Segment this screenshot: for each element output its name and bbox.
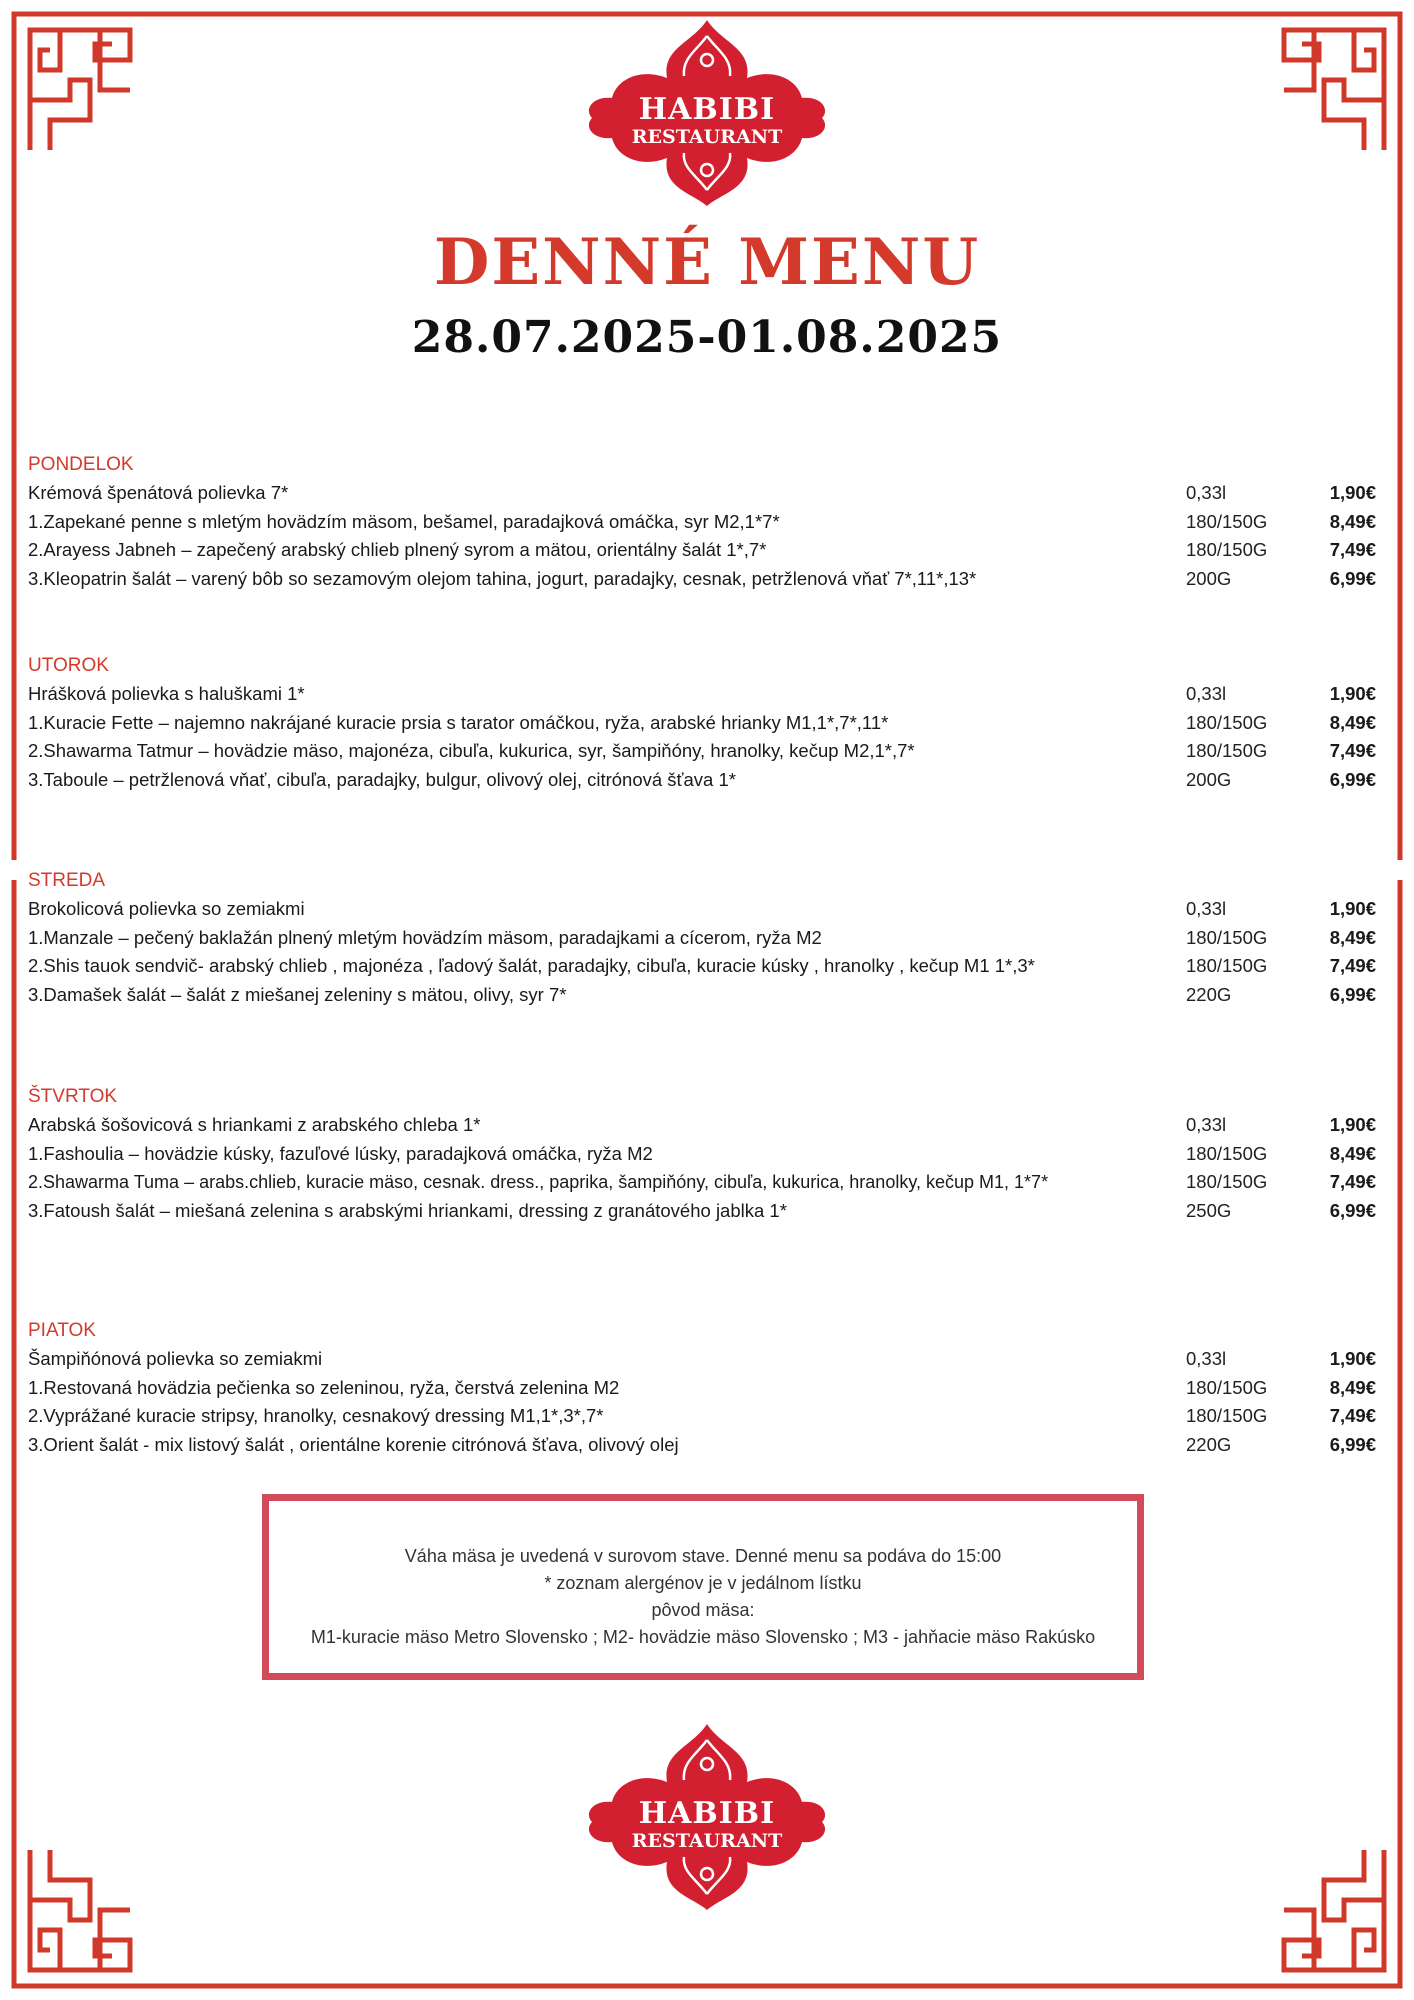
item-name: 3.Fatoush šalát – miešaná zelenina s arabskými hriankami, dressing z granátového jablka 1* [28, 1199, 787, 1221]
menu-item [28, 737, 1388, 766]
item-name: 1.Kuracie Fette – najemno nakrájané kuracie prsia s tarator omáčkou, ryža, arabské hrianky M1,1*,7*,11* [28, 711, 889, 733]
menu-item [28, 479, 1388, 508]
item-quantity: 250G [1186, 1199, 1232, 1221]
corner-ornament-bottom-right [1264, 1820, 1400, 1986]
menu-item [28, 536, 1388, 565]
item-quantity: 220G [1186, 1433, 1232, 1455]
item-price: 6,99€ [1329, 567, 1376, 589]
item-quantity: 180/150G [1186, 955, 1268, 976]
item-price: 7,49€ [1329, 1171, 1376, 1192]
item-price: 7,49€ [1329, 1405, 1376, 1426]
item-name: 2.Arayess Jabneh – zapečený arabský chlieb plnený syrom a mätou, orientálny šalát 1*,7* [28, 539, 767, 560]
menu-item [28, 680, 1388, 709]
item-price: 7,49€ [1329, 740, 1376, 761]
item-name: Hrášková polievka s haluškami 1* [28, 683, 305, 704]
day-heading: PIATOK [28, 1320, 96, 1341]
item-quantity: 0,33l [1186, 1114, 1227, 1135]
item-quantity: 180/150G [1186, 926, 1268, 948]
item-price: 1,90€ [1329, 1114, 1376, 1135]
item-quantity: 180/150G [1186, 1142, 1268, 1164]
item-name: 2.Shawarma Tuma – arabs.chlieb, kuracie mäso, cesnak. dress., paprika, šampiňóny, cibuľa, kukurica, hranolky, kečup M1, 1*7* [28, 1172, 1049, 1192]
item-price: 6,99€ [1329, 768, 1376, 790]
day-heading: ŠTVRTOK [28, 1086, 118, 1107]
logo-brand-subtitle: RESTAURANT [631, 1830, 783, 1852]
logo-brand-name: HABIBI [638, 1796, 776, 1831]
menu-item [28, 508, 1388, 537]
item-name: 2.Shis tauok sendvič- arabský chlieb , majonéza , ľadový šalát, paradajky, cibuľa, kuracie kúsky , hranolky , kečup M1 1*,3* [28, 955, 1035, 976]
item-price: 6,99€ [1329, 983, 1376, 1005]
item-quantity: 180/150G [1186, 1376, 1268, 1398]
day-section-friday [28, 1320, 1388, 1459]
corner-ornament-bottom-left [14, 1820, 150, 1986]
item-quantity: 180/150G [1186, 711, 1268, 733]
menu-item [28, 981, 1388, 1010]
item-name: 2.Shawarma Tatmur – hovädzie mäso, majonéza, cibuľa, kukurica, syr, šampiňóny, hranolky, kečup M2,1*,7* [28, 740, 915, 761]
menu-item [28, 1374, 1388, 1403]
item-price: 6,99€ [1329, 1433, 1376, 1455]
item-name: 1.Fashoulia – hovädzie kúsky, fazuľové lúsky, paradajková omáčka, ryža M2 [28, 1142, 653, 1164]
item-name: Arabská šošovicová s hriankami z arabského chleba 1* [28, 1114, 481, 1135]
menu-item [28, 565, 1388, 594]
item-quantity: 0,33l [1186, 482, 1227, 503]
item-quantity: 0,33l [1186, 683, 1227, 704]
day-section-thursday [28, 1086, 1388, 1225]
day-section-monday [28, 454, 1388, 593]
item-quantity: 0,33l [1186, 898, 1227, 919]
item-name: 3.Orient šalát - mix listový šalát , orientálne korenie citrónová šťava, olivový olej [28, 1433, 679, 1455]
page-title: DENNÉ MENU [433, 225, 981, 300]
day-heading: PONDELOK [28, 454, 134, 475]
item-price: 8,49€ [1329, 926, 1376, 948]
item-quantity: 180/150G [1186, 740, 1268, 761]
item-price: 1,90€ [1329, 683, 1376, 704]
info-note-text [269, 1543, 1137, 1651]
item-name: 1.Manzale – pečený baklažán plnený mletým hovädzím mäsom, paradajkami a cícerom, ryža M2 [28, 926, 822, 948]
note-line: Váha mäsa je uvedená v surovom stave. Denné menu sa podáva do 15:00 [404, 1546, 1002, 1566]
item-quantity: 200G [1186, 567, 1232, 589]
menu-item [28, 895, 1388, 924]
item-name: 3.Kleopatrin šalát – varený bôb so sezamovým olejom tahina, jogurt, paradajky, cesnak, petržlenová vňať 7*,11*,13* [28, 567, 977, 589]
item-price: 1,90€ [1329, 1348, 1376, 1369]
corner-ornament-top-right [1264, 14, 1400, 180]
menu-item [28, 924, 1388, 953]
note-line: M1-kuracie mäso Metro Slovensko ; M2- hovädzie mäso Slovensko ; M3 - jahňacie mäso Rakúsko [310, 1627, 1096, 1647]
restaurant-logo-top [582, 18, 832, 208]
item-price: 8,49€ [1329, 1142, 1376, 1164]
item-name: Krémová špenátová polievka 7* [28, 482, 289, 503]
item-price: 6,99€ [1329, 1199, 1376, 1221]
item-price: 8,49€ [1329, 510, 1376, 532]
note-line: * zoznam alergénov je v jedálnom lístku [544, 1573, 862, 1593]
day-heading: UTOROK [28, 655, 109, 676]
menu-item [28, 1431, 1388, 1460]
item-price: 7,49€ [1329, 955, 1376, 976]
menu-item [28, 1345, 1388, 1374]
item-price: 7,49€ [1329, 539, 1376, 560]
item-quantity: 180/150G [1186, 1405, 1268, 1426]
menu-item [28, 766, 1388, 795]
menu-item [28, 709, 1388, 738]
logo-brand-subtitle: RESTAURANT [631, 126, 783, 148]
item-quantity: 180/150G [1186, 539, 1268, 560]
item-name: Šampiňónová polievka so zemiakmi [28, 1348, 323, 1369]
item-quantity: 0,33l [1186, 1348, 1227, 1369]
item-quantity: 180/150G [1186, 510, 1268, 532]
menu-item [28, 952, 1388, 981]
item-price: 8,49€ [1329, 711, 1376, 733]
item-quantity: 220G [1186, 983, 1232, 1005]
corner-ornament-top-left [14, 14, 150, 180]
menu-item [28, 1197, 1388, 1226]
item-name: 2.Vyprážané kuracie stripsy, hranolky, cesnakový dressing M1,1*,3*,7* [28, 1405, 604, 1426]
menu-item [28, 1168, 1388, 1197]
item-name: 1.Zapekané penne s mletým hovädzím mäsom, bešamel, paradajková omáčka, syr M2,1*7* [28, 510, 780, 532]
item-name: 3.Taboule – petržlenová vňať, cibuľa, paradajky, bulgur, olivový olej, citrónová šťava 1* [28, 768, 736, 790]
item-name: 1.Restovaná hovädzia pečienka so zeleninou, ryža, čerstvá zelenina M2 [28, 1376, 620, 1398]
date-range: 28.07.2025-01.08.2025 [411, 312, 1003, 363]
menu-item [28, 1111, 1388, 1140]
item-name: 3.Damašek šalát – šalát z miešanej zeleniny s mätou, olivy, syr 7* [28, 983, 567, 1005]
item-price: 8,49€ [1329, 1376, 1376, 1398]
restaurant-logo-bottom [582, 1722, 832, 1912]
note-line: pôvod mäsa: [651, 1600, 755, 1620]
item-name: Brokolicová polievka so zemiakmi [28, 898, 305, 919]
logo-brand-name: HABIBI [638, 92, 776, 127]
day-section-wednesday [28, 870, 1388, 1009]
menu-item [28, 1402, 1388, 1431]
item-price: 1,90€ [1329, 898, 1376, 919]
day-section-tuesday [28, 655, 1388, 794]
item-quantity: 180/150G [1186, 1171, 1268, 1192]
item-quantity: 200G [1186, 768, 1232, 790]
day-heading: STREDA [28, 870, 106, 891]
menu-item [28, 1140, 1388, 1169]
info-note-box [262, 1494, 1144, 1680]
item-price: 1,90€ [1329, 482, 1376, 503]
